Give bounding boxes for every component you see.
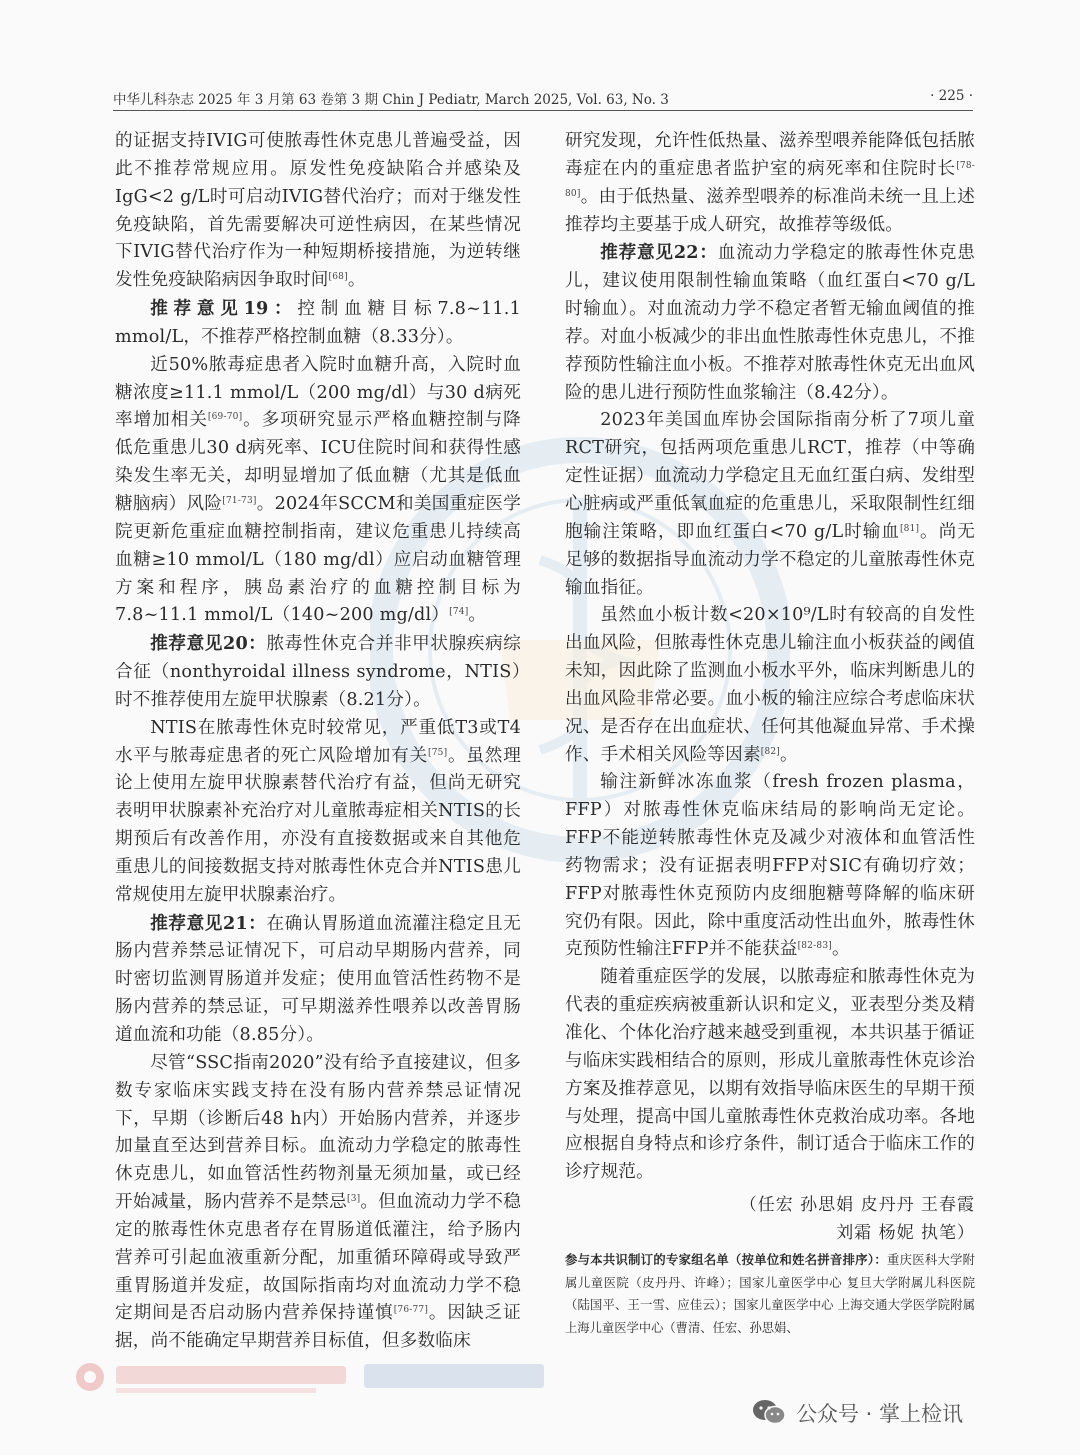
journal-citation: 中华儿科杂志 2025 年 3 月第 63 卷第 3 期 Chin J Pediatr, March 2025, Vol. 63, No. 3 [113, 92, 669, 108]
paragraph: 虽然血小板计数<20×10⁹/L时有较高的自发性出血风险，但脓毒性休克患儿输注血小板获益的阈值未知，因此除了监测血小板水平外，临床判断患儿的出血风险非常必要。血小板的输注应综合考虑临床状况、是否存在出血症状、任何其他凝血异常、手术操作、手术相关风险等因素[82]。 [565, 605, 975, 765]
right-column [565, 128, 975, 1339]
publisher-logo [68, 1352, 568, 1402]
recommendation-22: 推荐意见22：血流动力学稳定的脓毒性休克患儿，建议使用限制性输血策略（血红蛋白<70 g/L时输血）。对血流动力学不稳定者暂无输血阈值的推荐。对血小板减少的非出血性脓毒性休克患儿，不推荐预防性输注血小板。不推荐对脓毒性休克无出血风险的患儿进行预防性血浆输注（8.42分）。 [565, 242, 975, 403]
paragraph: 尽管“SSC指南2020”没有给予直接建议，但多数专家临床实践支持在没有肠内营养禁忌证情况下，早期（诊断后48 h内）开始肠内营养，并逐步加量直至达到营养目标。血流动力学稳定的脓毒性休克患儿，如血管活性药物剂量无须加量，或已经开始减量，肠内营养不是禁忌[3]。但血流动力学不稳定的脓毒性休克患者存在胃肠道低灌注，给予肠内营养可引起血液重新分配，加重循环障碍或导致严重胃肠道并发症，故国际指南均对血流动力学不稳定期间是否启动肠内营养保持谨慎[76-77]。因缺乏证据，尚不能确定早期营养目标值，但多数临床 [115, 1052, 521, 1352]
paragraph: 2023年美国血库协会国际指南分析了7项儿童RCT研究，包括两项危重患儿RCT，推荐（中等确定性证据）血流动力学稳定且无血红蛋白病、发绀型心脏病或严重低氧血症的危重患儿，采取限制性红细胞输注策略，即血红蛋白<70 g/L时输血[81]。尚无足够的数据指导血流动力学不稳定的儿童脓毒性休克输血指征。 [565, 410, 976, 598]
left-column [115, 128, 521, 1356]
paragraph: 输注新鲜冰冻血浆（fresh frozen plasma，FFP）对脓毒性休克临床结局的影响尚无定论。FFP不能逆转脓毒性休克及减少对液体和血管活性药物需求；没有证据表明FFP对SIC有确切疗效；FFP对脓毒性休克预防内皮细胞糖萼降解的临床研究仍有限。因此，除中重度活动性出血外，脓毒性休克预防性输注FFP并不能获益[82-83]。 [565, 772, 975, 960]
paragraph: 研究发现，允许性低热量、滋养型喂养能降低包括脓毒症在内的重症患者监护室的病死率和住院时长[78-80]。由于低热量、滋养型喂养的标准尚未统一且上述推荐均主要基于成人研究，故推荐等级低。 [565, 131, 975, 235]
recommendation-20: 推荐意见20：脓毒性休克合并非甲状腺疾病综合征（nonthyroidal illness syndrome，NTIS）时不推荐使用左旋甲状腺素（8.21分）。 [115, 633, 521, 710]
recommendation-19: 推荐意见19：控制血糖目标7.8~11.1 mmol/L，不推荐严格控制血糖（8.33分）。 [115, 298, 521, 347]
authors-line: 刘霜 杨妮 执笔） [836, 1223, 975, 1244]
expert-list: 参与本共识制订的专家组名单（按单位和姓名拼音排序）：重庆医科大学附属儿童医院（皮丹丹、许峰）；国家儿童医学中心 复旦大学附属儿科医院（陆国平、王一雪、应佳云）；国家儿童医学中心 上海交通大学医学院附属上海儿童医学中心（曹清、任宏、孙思娟、 [565, 1252, 975, 1335]
authors-line: （任宏 孙思娟 皮丹丹 王春霞 [739, 1195, 975, 1216]
page-number: · 225 · [930, 88, 973, 104]
running-header [113, 88, 973, 110]
wechat-account-watermark [752, 1396, 1052, 1430]
authors-block [565, 1191, 975, 1247]
paragraph: 的证据支持IVIG可使脓毒性休克患儿普遍受益，因此不推荐常规应用。原发性免疫缺陷合并感染及IgG<2 g/L时可启动IVIG替代治疗；而对于继发性免疫缺陷，首先需要解决可逆性病因，在某些情况下IVIG替代治疗作为一种短期桥接措施，为逆转继发性免疫缺陷病因争取时间[68]。 [115, 131, 521, 291]
paragraph: NTIS在脓毒性休克时较常见，严重低T3或T4水平与脓毒症患者的死亡风险增加有关[75]。虽然理论上使用左旋甲状腺素替代治疗有益，但尚无研究表明甲状腺素补充治疗对儿童脓毒症相关NTIS的长期预后有改善作用，亦没有直接数据或来自其他危重患儿的间接数据支持对脓毒性休克合并NTIS患儿常规使用左旋甲状腺素治疗。 [115, 717, 521, 905]
paragraph: 随着重症医学的发展，以脓毒症和脓毒性休克为代表的重症疾病被重新认识和定义，亚表型分类及精准化、个体化治疗越来越受到重视，本共识基于循证与临床实践相结合的原则，形成儿童脓毒性休克诊治方案及推荐意见，以期有效指导临床医生的早期干预与处理，提高中国儿童脓毒性休克救治成功率。各地应根据自身特点和诊疗条件，制订适合于临床工作的诊疗规范。 [565, 967, 975, 1183]
recommendation-21: 推荐意见21：在确认胃肠道血流灌注稳定且无肠内营养禁忌证情况下，可启动早期肠内营养，同时密切监测胃肠道并发症；使用血管活性药物不是肠内营养的禁忌证，可早期滋养性喂养以改善胃肠道血流和功能（8.85分）。 [115, 912, 521, 1045]
wechat-icon [752, 1398, 786, 1426]
wechat-account-name: 公众号 · 掌上检讯 [796, 1402, 964, 1426]
paragraph: 近50%脓毒症患者入院时血糖升高，入院时血糖浓度≥11.1 mmol/L（200 mg/dl）与30 d病死率增加相关[69-70]。多项研究显示严格血糖控制与降低危重患儿30 d病死率、ICU住院时间和获得性感染发生率无关，却明显增加了低血糖（尤其是低血糖脑病）风险[71-73]。2024年SCCM和美国重症医学院更新危重症血糖控制指南，建议危重患儿持续高血糖≥10 mmol/L（180 mg/dl）应启动血糖管理方案和程序，胰岛素治疗的血糖控制目标为7.8~11.1 mmol/L（140~200 mg/dl）[74]。 [115, 354, 522, 626]
header-rule [113, 110, 973, 111]
